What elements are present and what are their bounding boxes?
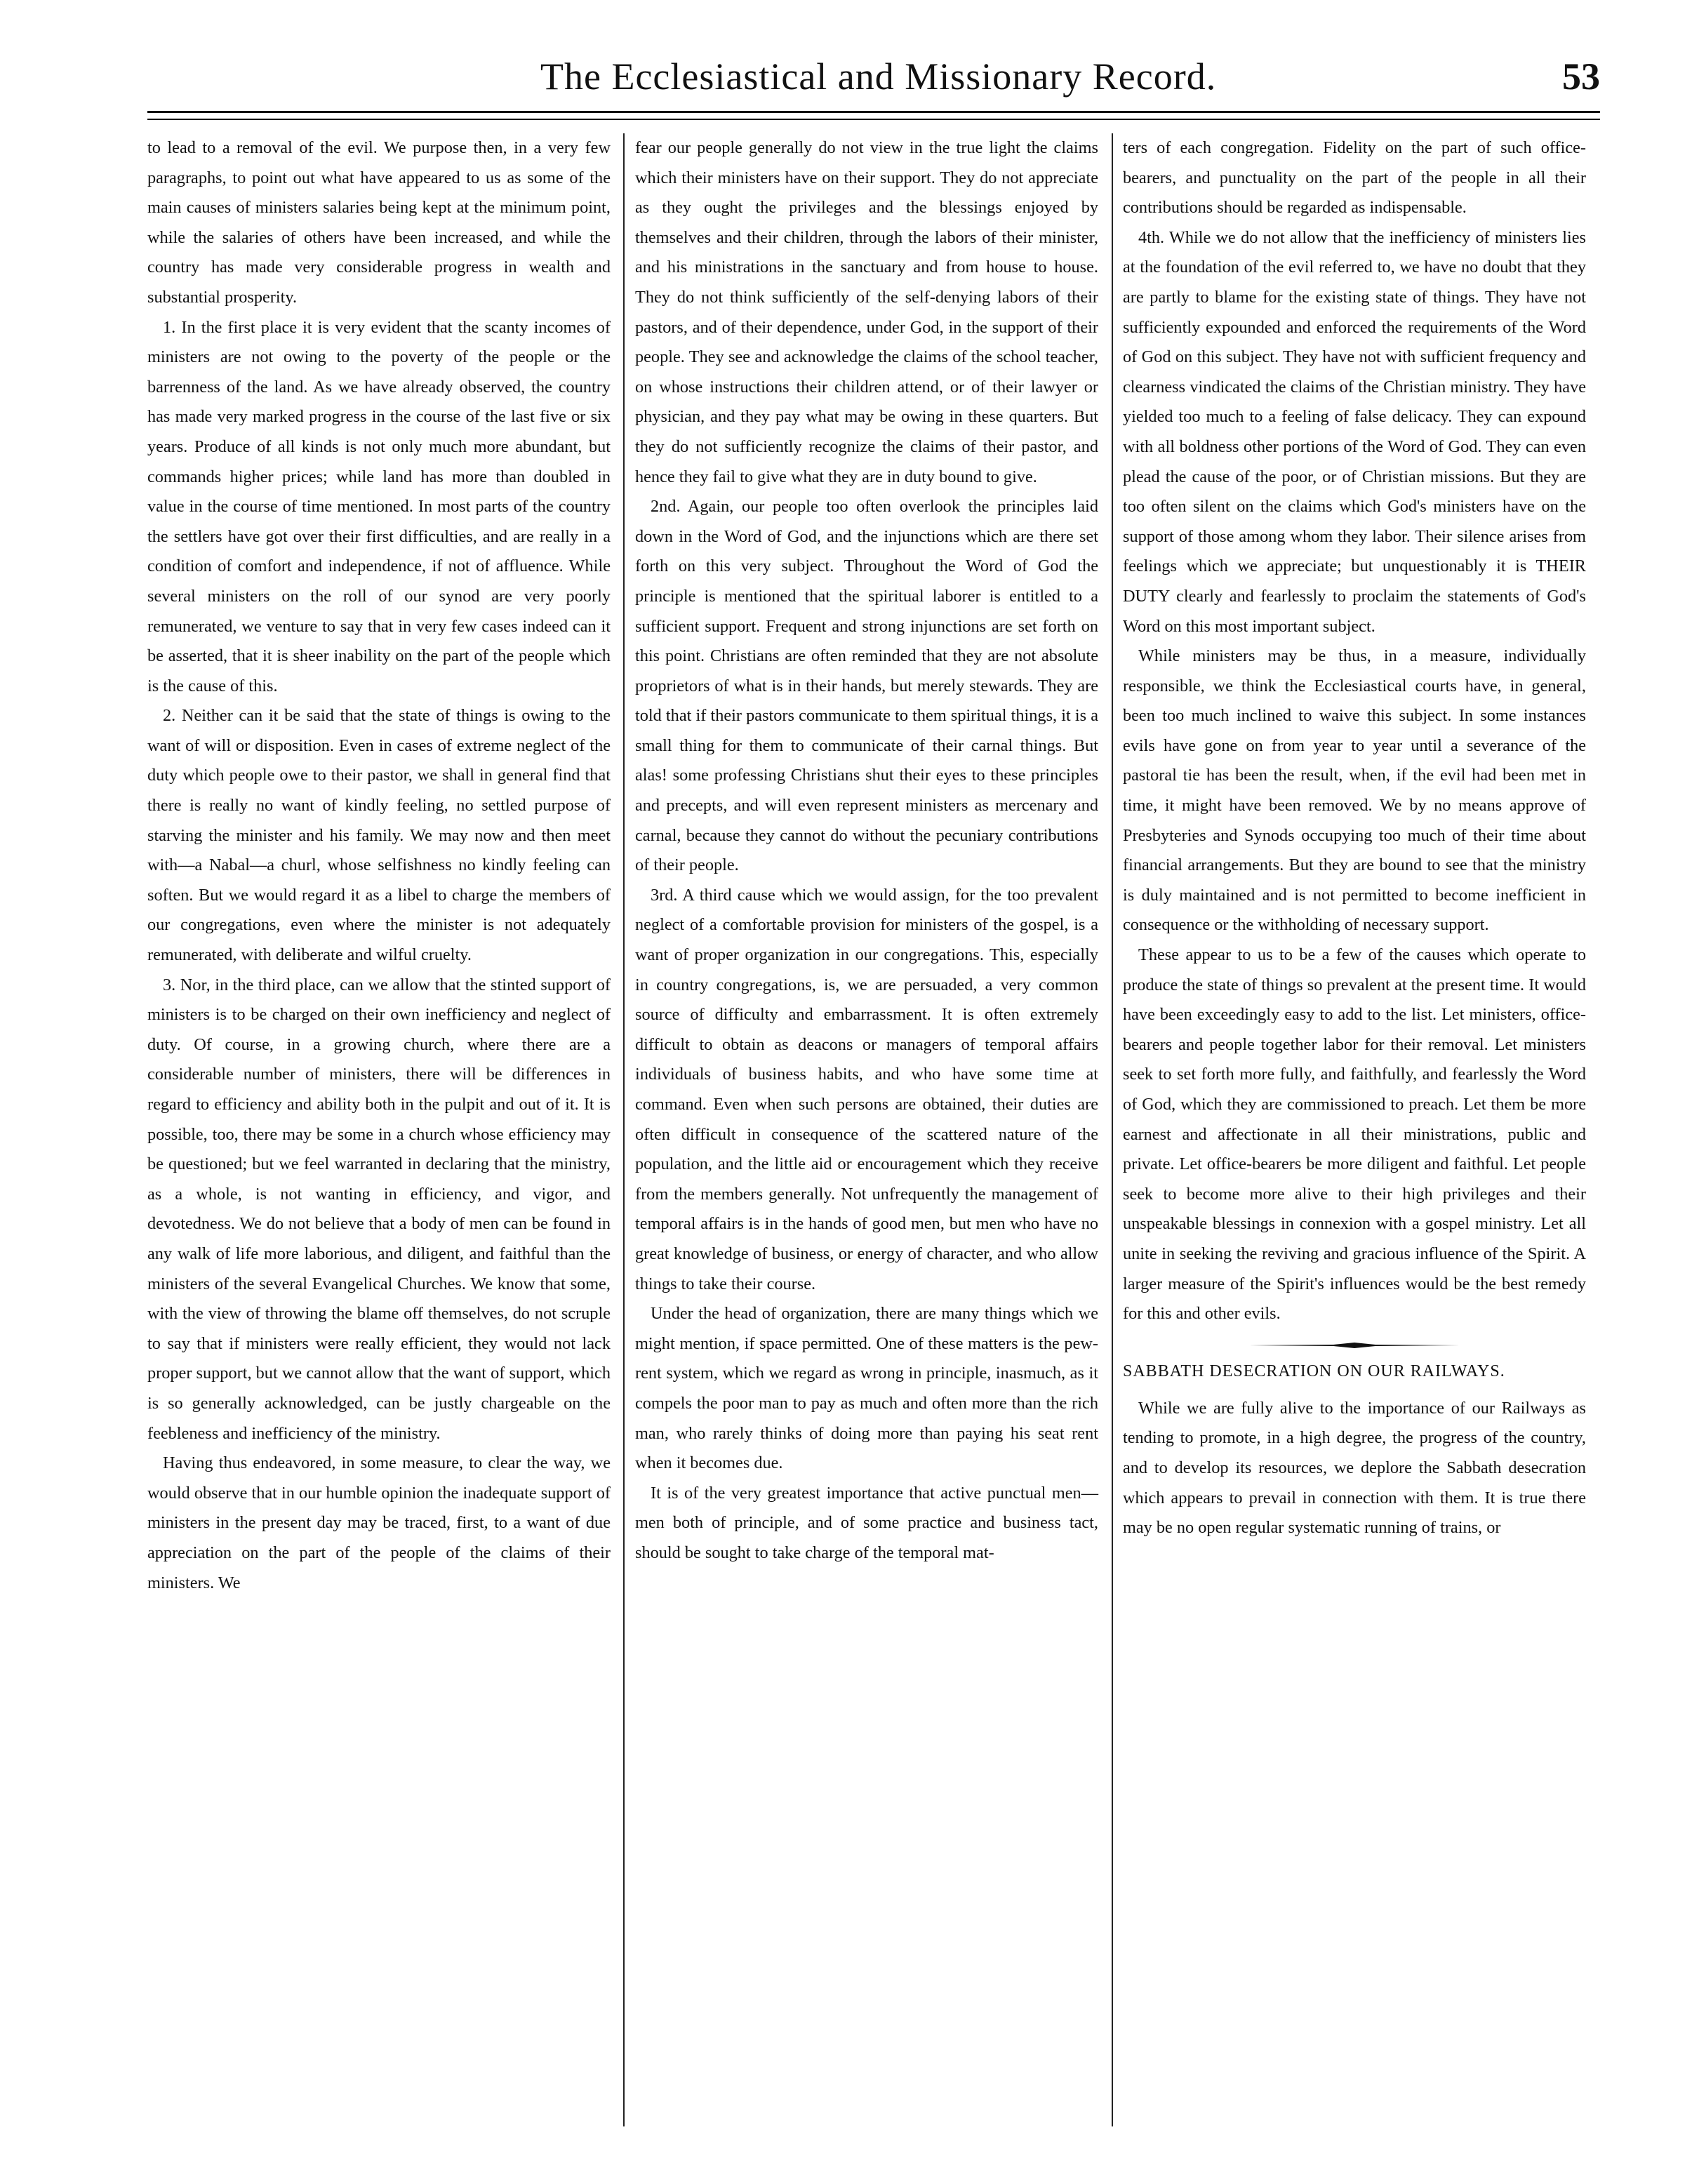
column-divider-right xyxy=(1112,133,1113,2126)
paragraph: While ministers may be thus, in a measure, individually responsible, we think the Ecclesiastical courts have, in general, been too much inclined to waive this subject. In some instances evils have gone on from year to year until a severance of the pastoral tie has been the result, when, if the evil had been met in time, it might have been removed. We by no means approve of Presbyteries and Synods occupying too much of their time about financial arrangements. But they are bound to see that the ministry is duly maintained and is not permitted to become inefficient in consequence or the withholding of necessary support. xyxy=(1123,646,1586,935)
paragraph: to lead to a removal of the evil. We purpose then, in a very few paragraphs, to point out what have appeared to us as some of the main causes of ministers salaries being kept at the minimum point, while the salaries of others have been increased, and while the country has made very considerable progress in wealth and substantial prosperity. xyxy=(147,138,611,307)
paragraph: Under the head of organization, there are many things which we might mention, if space permitted. One of these matters is the pew-rent system, which we regard as wrong in principle, inasmuch, as it compels the poor man to pay as much and often more than the rich man, who rarely thinks of doing more than paying his seat rent when it becomes due. xyxy=(635,1304,1098,1473)
ornamental-divider xyxy=(1249,1342,1460,1349)
paragraph: 2. Neither can it be said that the state of things is owing to the want of will or disposition. Even in cases of extreme neglect of the duty which people owe to their pastor, we shall in general find that there is really no want of kindly feeling, no settled purpose of starving the minister and his family. We may now and then meet with—a Nabal—a churl, whose selfishness no kindly feeling can soften. But we would regard it as a libel to charge the members of our congregations, even where the minister is not adequately remunerated, with deliberate and wilful cruelty. xyxy=(147,706,611,965)
paragraph: While we are fully alive to the importance of our Railways as tending to promote, in a high degree, the progress of the country, and to develop its resources, we deplore the Sabbath desecration which appears to prevail in connection with them. It is true there may be no open regular systematic running of trains, or xyxy=(1123,1398,1586,1538)
header-rule xyxy=(147,111,1600,120)
paragraph: Having thus endeavored, in some measure, to clear the way, we would observe that in our humble opinion the inadequate support of ministers in the present day may be traced, first, to a want of due appreciation on the part of the people of the claims of their ministers. We xyxy=(147,1453,611,1592)
page-number: 53 xyxy=(1562,55,1600,98)
paragraph: fear our people generally do not view in the true light the claims which their ministers have on their support. They do not appreciate as they ought the privileges and the blessings enjoyed by themselves and their children, through the labors of their minister, and his ministrations in the sanctuary and from house to house. They do not think sufficiently of the self-denying labors of their pastors, and of their dependence, under God, in the support of their people. They see and acknowledge the claims of the school teacher, on whose instructions their children attend, or of their lawyer or physician, and they pay what may be owing in these quarters. But they do not sufficiently recognize the claims of their pastor, and hence they fail to give what they are in duty bound to give. xyxy=(635,138,1098,486)
paragraph: 1. In the first place it is very evident that the scanty incomes of ministers are not owing to the poverty of the people or the barrenness of the land. As we have already observed, the country has made very marked progress in the course of the last five or six years. Produce of all kinds is not only much more abundant, but commands higher prices; while land has more than doubled in value in the course of time mentioned. In most parts of the country the settlers have got over their first difficulties, and are really in a condition of comfort and independence, if not of affluence. While several ministers on the roll of our synod are very poorly remunerated, we venture to say that in very few cases indeed can it be asserted, that it is sheer inability on the part of the people which is the cause of this. xyxy=(147,317,611,695)
paragraph: 3. Nor, in the third place, can we allow that the stinted support of ministers is to be charged on their own inefficiency and neglect of duty. Of course, in a growing church, where there are a considerable number of ministers, there will be differences in regard to efficiency and ability both in the pulpit and out of it. It is possible, too, there may be some in a church whose efficiency may be questioned; but we feel warranted in declaring that the ministry, as a whole, is not wanting in efficiency, and vigor, and devotedness. We do not believe that a body of men can be found in any walk of life more laborious, and diligent, and faithful than the ministers of the several Evangelical Churches. We know that some, with the view of throwing the blame off themselves, do not scruple to say that if ministers were really efficient, they would not lack proper support, but we cannot allow that the want of support, which is so generally acknowledged, can be justly chargeable on the feebleness and inefficiency of the ministry. xyxy=(147,975,611,1443)
left-column xyxy=(147,133,611,1598)
journal-title: The Ecclesiastical and Missionary Record. xyxy=(540,55,1217,98)
paragraph: 4th. While we do not allow that the inefficiency of ministers lies at the foundation of the evil referred to, we have no doubt that they are partly to blame for the existing state of things. They have not sufficiently expounded and enforced the requirements of the Word of God on this subject. They have not with sufficient frequency and clearness vindicated the claims of the Christian ministry. They have yielded too much to a feeling of false delicacy. They can expound with all boldness other portions of the Word of God. They can even plead the cause of the poor, or of Christian missions. But they are too often silent on the claims which God's ministers have on the support of those among whom they labor. Their silence arises from feelings which we appreciate; but unquestionably it is THEIR DUTY clearly and fearlessly to proclaim the statements of God's Word on this most important subject. xyxy=(1123,227,1586,636)
paragraph: 3rd. A third cause which we would assign, for the too prevalent neglect of a comfortable provision for ministers of the gospel, is a want of proper organization in our congregations. This, especially in country congregations, is, we are persuaded, a very common source of difficulty and embarrassment. It is often extremely difficult to obtain as deacons or managers of temporal affairs individuals of business habits, and who have some time at command. Even when such persons are obtained, their duties are often difficult in consequence of the scattered nature of the population, and the little aid or encouragement which they receive from the members generally. Not unfrequently the management of temporal affairs is in the hands of good men, but men who have no great knowledge of business, or energy of character, and who allow things to take their course. xyxy=(635,885,1098,1293)
paragraph: It is of the very greatest importance that active punctual men—men both of principle, and of some practice and business tact, should be sought to take charge of the temporal mat- xyxy=(635,1483,1098,1562)
middle-column xyxy=(635,133,1098,1569)
paragraph: These appear to us to be a few of the causes which operate to produce the state of things so prevalent at the present time. It would have been exceedingly easy to add to the list. Let ministers, office-bearers and people together labor for their removal. Let ministers seek to set forth more fully, and faithfully, and fearlessly the Word of God, which they are commissioned to preach. Let them be more earnest and affectionate in all their ministrations, public and private. Let office-bearers be more diligent and faithful. Let people seek to become more alive to their high privileges and their unspeakable blessings in connexion with a gospel ministry. Let all unite in seeking the reviving and gracious influence of the Spirit. A larger measure of the Spirit's influences would be the best remedy for this and other evils. xyxy=(1123,945,1586,1324)
paragraph: ters of each congregation. Fidelity on the part of such office-bearers, and punctuality on the part of the people in all their contributions should be regarded as indispensable. xyxy=(1123,138,1586,218)
right-column xyxy=(1123,133,1586,1543)
section-heading: SABBATH DESECRATION ON OUR RAILWAYS. xyxy=(1123,1361,1505,1380)
page-header xyxy=(126,55,1600,114)
column-divider-left xyxy=(623,133,625,2126)
paragraph: 2nd. Again, our people too often overlook the principles laid down in the Word of God, and the injunctions which are there set forth on this very subject. Throughout the Word of God the principle is mentioned that the spiritual laborer is entitled to a sufficient support. Frequent and strong injunctions are set forth on this point. Christians are often reminded that they are not absolute proprietors of what is in their hands, but merely stewards. They are told that if their pastors communicate to them spiritual things, it is a small thing for them to communicate of their carnal things. But alas! some professing Christians shut their eyes to these principles and precepts, and will even represent ministers as mercenary and carnal, because they cannot do without the pecuniary contributions of their people. xyxy=(635,497,1098,875)
